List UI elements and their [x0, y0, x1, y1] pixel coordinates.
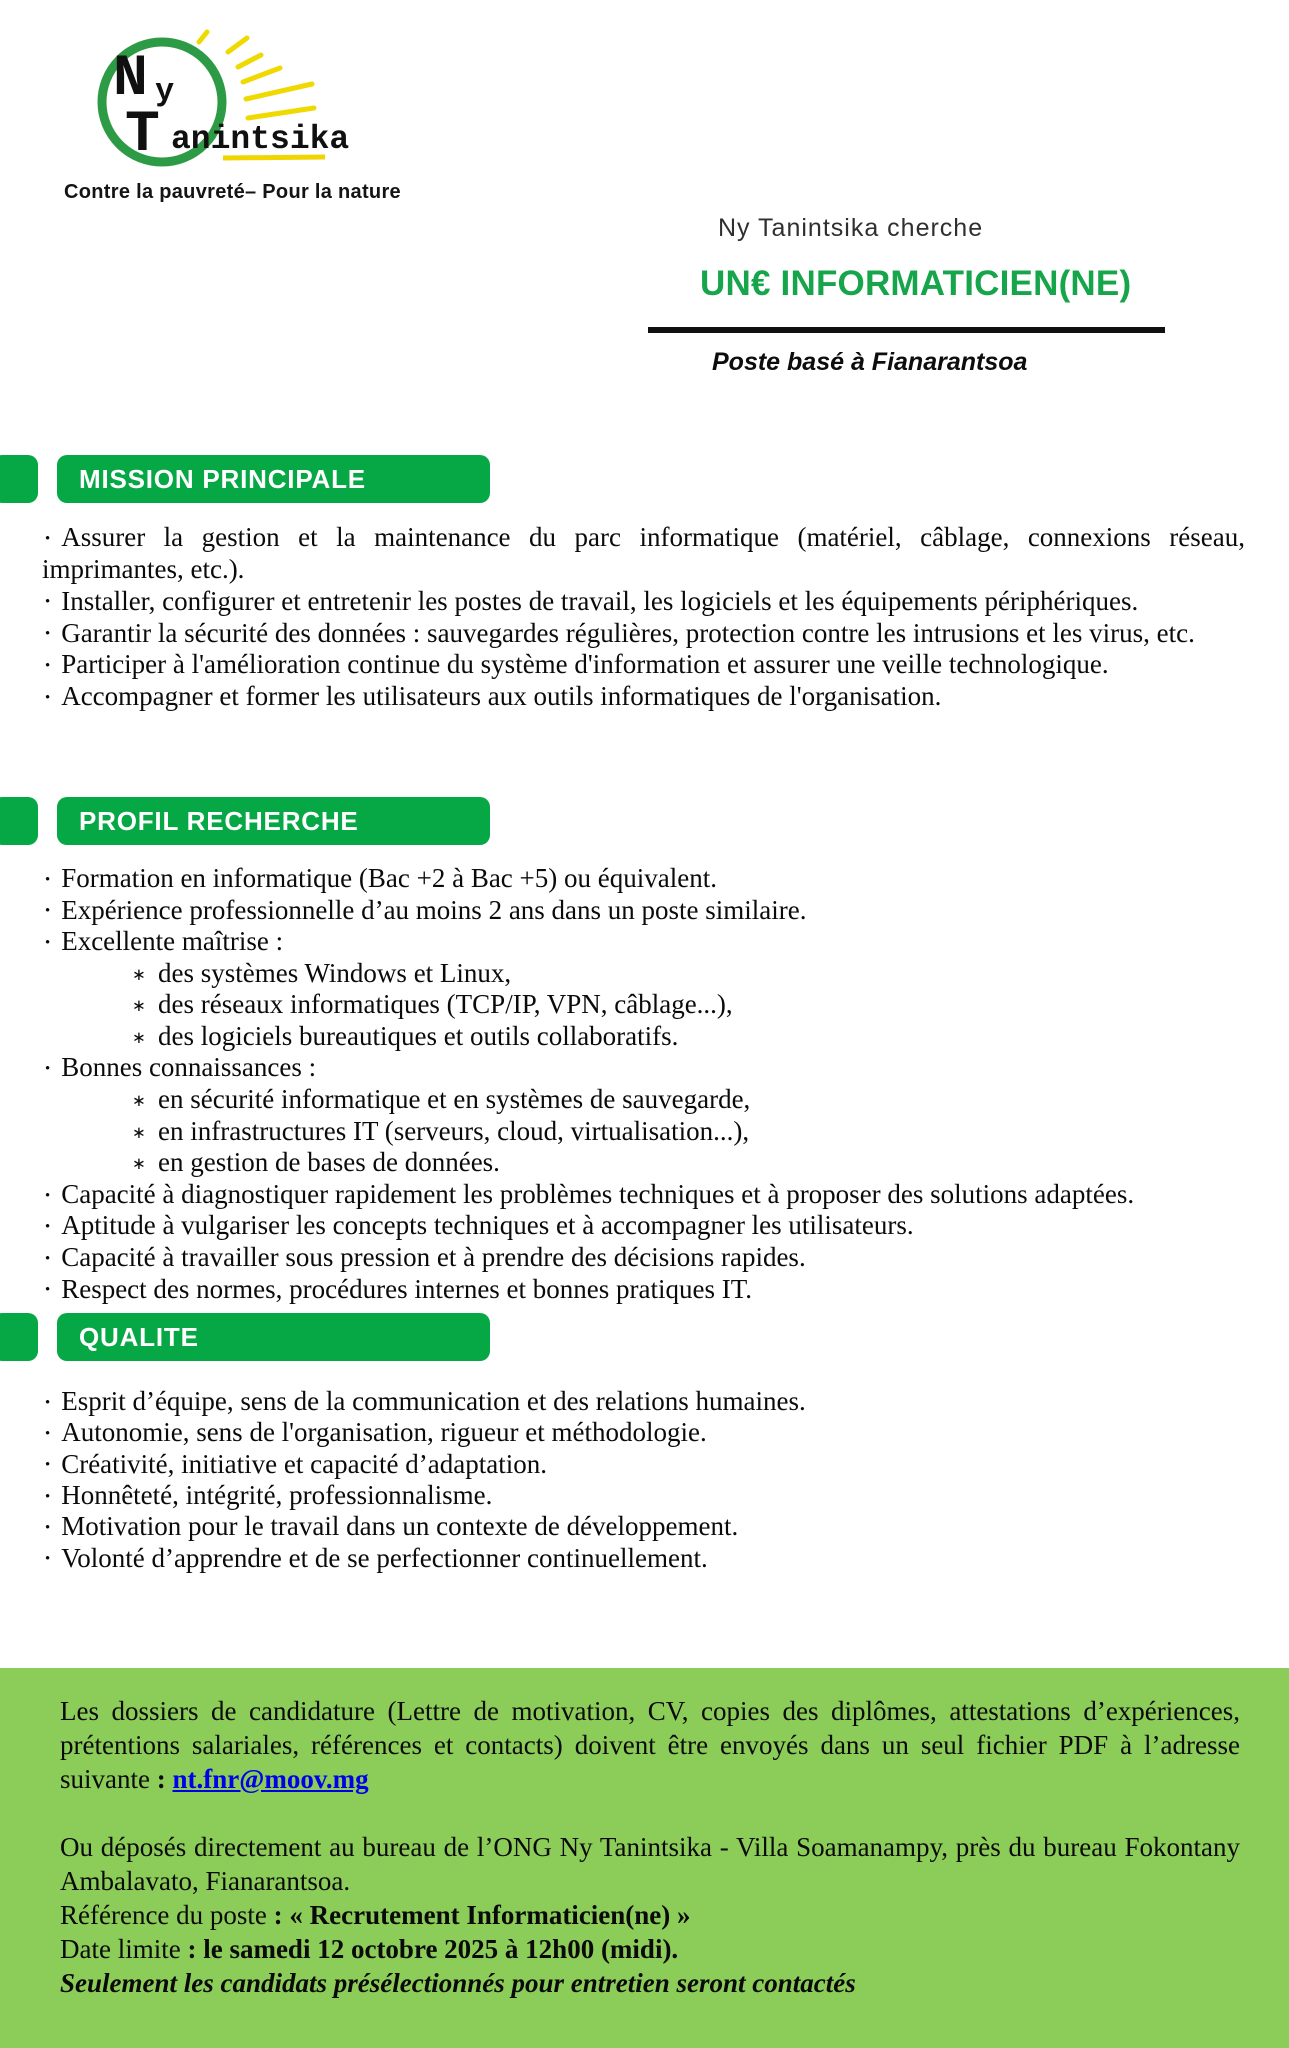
section-header-profil [0, 797, 520, 845]
application-footer [0, 1668, 1289, 2048]
section-title: PROFIL RECHERCHE [57, 797, 490, 845]
bullet-icon: • [45, 1250, 51, 1267]
deadline [60, 1932, 1240, 1966]
selection-note: Seulement les candidats présélectionnés pour entretien seront contactés [60, 1968, 856, 1999]
list-item-text: Formation en informatique (Bac +2 à Bac +5) ou équivalent. [61, 863, 717, 893]
sub-list-item [132, 1116, 1245, 1148]
logo-wordmark: anintsika [171, 121, 350, 158]
list-item [42, 1179, 1245, 1211]
section-tab [0, 455, 38, 503]
list-item [42, 1274, 1245, 1306]
list-item [42, 863, 1245, 895]
list-item-text: Bonnes connaissances : [61, 1052, 317, 1083]
bullet-icon: • [45, 1519, 51, 1536]
logo-monogram-y: y [155, 73, 175, 110]
sub-list-item [132, 958, 1245, 990]
logo-tagline: Contre la pauvreté– Pour la nature [64, 181, 401, 203]
application-instructions [60, 1694, 1240, 1796]
list-item-text: Capacité à travailler sous pression et à prendre des décisions rapides. [61, 1241, 806, 1272]
job-title: UN€ INFORMATICIEN(NE) [700, 264, 1132, 303]
org-logo-graphic [85, 28, 445, 178]
section-tab [0, 797, 38, 845]
bullet-icon: • [45, 934, 51, 951]
asterisk-bullet-icon: ∗ [132, 1091, 147, 1111]
list-item [42, 1449, 1245, 1480]
asterisk-bullet-icon: ∗ [132, 1027, 147, 1047]
list-item-text: des réseaux informatiques (TCP/IP, VPN, câblage...), [158, 989, 733, 1020]
bullet-icon: • [45, 1426, 51, 1443]
bullet-icon: • [45, 626, 51, 643]
list-item-text: Accompagner et former les utilisateurs aux outils informatiques de l'organisation. [61, 681, 942, 712]
list-item-text: Autonomie, sens de l'organisation, rigueur et méthodologie. [61, 1417, 707, 1448]
list-item-text: Garantir la sécurité des données : sauvegardes régulières, protection contre les intrusions et les virus, etc. [61, 617, 1195, 648]
list-item-text: en infrastructures IT (serveurs, cloud, virtualisation...), [158, 1115, 750, 1146]
mission-list [42, 522, 1245, 713]
list-item-text: Aptitude à vulgariser les concepts techniques et à accompagner les utilisateurs. [61, 1210, 914, 1241]
bullet-icon: • [45, 690, 51, 707]
bullet-icon: • [45, 1061, 51, 1078]
list-item [42, 1052, 1245, 1084]
list-item [42, 681, 1245, 713]
list-item-text: Honnêteté, intégrité, professionnalisme. [61, 1479, 493, 1510]
list-item [42, 1386, 1245, 1417]
list-item-text: Esprit d’équipe, sens de la communication et des relations humaines. [61, 1386, 806, 1416]
logo-monogram-t: T [125, 103, 160, 168]
email-link[interactable]: nt.fnr@moov.mg [172, 1764, 369, 1795]
list-item [42, 1511, 1245, 1542]
list-item [42, 1543, 1245, 1574]
list-item [42, 1417, 1245, 1448]
list-item-text: Installer, configurer et entretenir les postes de travail, les logiciels et les équipements périphériques. [61, 585, 1139, 616]
list-item [42, 618, 1245, 650]
list-item-text: Assurer la gestion et la maintenance du parc informatique (matériel, câblage, connexions réseau, imprimantes, etc.). [42, 522, 1245, 584]
job-location: Poste basé à Fianarantsoa [712, 348, 1028, 376]
bullet-icon: • [45, 871, 51, 888]
list-item [42, 1242, 1245, 1274]
bullet-icon: • [45, 1488, 51, 1505]
bullet-icon: • [45, 1457, 51, 1474]
colon-separator: : [266, 1900, 290, 1931]
list-item-text: Excellente maîtrise : [61, 926, 284, 957]
asterisk-bullet-icon: ∗ [132, 996, 147, 1016]
bullet-icon: • [45, 1394, 51, 1411]
bullet-icon: • [45, 1187, 51, 1204]
list-item-text: des systèmes Windows et Linux, [158, 957, 512, 988]
org-logo [85, 28, 445, 178]
section-tab [0, 1313, 38, 1361]
asterisk-bullet-icon: ∗ [132, 964, 147, 984]
list-item [42, 1210, 1245, 1242]
instructions-text: Les dossiers de candidature (Lettre de motivation, CV, copies des diplômes, attestations d’expériences, prétentions salariales, références et contacts) doivent être envoyés dans un seul fichier PDF à l’adresse suivante [60, 1696, 1240, 1795]
profil-list [42, 863, 1245, 1305]
list-item-text: Expérience professionnelle d’au moins 2 ans dans un poste similaire. [61, 894, 807, 925]
list-item-text: Motivation pour le travail dans un contexte de développement. [61, 1511, 739, 1542]
bullet-icon: • [45, 903, 51, 920]
list-item [42, 649, 1245, 681]
vacancy-intro: Ny Tanintsika cherche [718, 214, 984, 242]
section-title: QUALITE [57, 1313, 490, 1361]
sub-list-item [132, 1021, 1245, 1053]
list-item-text: Capacité à diagnostiquer rapidement les problèmes techniques et à proposer des solutions adaptées. [61, 1178, 1135, 1209]
list-item [42, 1480, 1245, 1511]
deposit-instructions: Ou déposés directement au bureau de l’ONG Ny Tanintsika - Villa Soamanampy, près du bureau Fokontany Ambalavato, Fianarantsoa. [60, 1832, 1240, 1897]
deadline-value: le samedi 12 octobre 2025 à 12h00 (midi). [203, 1934, 679, 1965]
list-item-text: Participer à l'amélioration continue du système d'information et assurer une veille technologique. [61, 649, 1109, 680]
section-header-mission [0, 455, 520, 503]
section-header-qualite [0, 1313, 520, 1361]
list-item-text: Respect des normes, procédures internes et bonnes pratiques IT. [61, 1273, 752, 1304]
sub-list-item [132, 1147, 1245, 1179]
list-item [42, 895, 1245, 927]
bullet-icon: • [45, 1551, 51, 1568]
list-item [42, 926, 1245, 958]
colon-separator: : [149, 1764, 173, 1795]
colon-separator: : [180, 1934, 204, 1965]
asterisk-bullet-icon: ∗ [132, 1122, 147, 1142]
qualite-list [42, 1386, 1245, 1574]
list-item [42, 586, 1245, 618]
bullet-icon: • [45, 1219, 51, 1236]
title-underline [648, 327, 1165, 333]
list-item-text: en gestion de bases de données. [158, 1147, 500, 1178]
list-item-text: Volonté d’apprendre et de se perfectionner continuellement. [61, 1542, 708, 1573]
reference-value: « Recrutement Informaticien(ne) » [289, 1900, 691, 1931]
bullet-icon: • [45, 594, 51, 611]
bullet-icon: • [45, 530, 51, 547]
bullet-icon: • [45, 658, 51, 675]
asterisk-bullet-icon: ∗ [132, 1154, 147, 1174]
logo-monogram-n: N [113, 47, 148, 112]
section-title: MISSION PRINCIPALE [57, 455, 490, 503]
list-item-text: Créativité, initiative et capacité d’adaptation. [61, 1448, 547, 1479]
deadline-label: Date limite [60, 1934, 181, 1965]
reference-label: Référence du poste [60, 1900, 267, 1931]
list-item-text: des logiciels bureautiques et outils collaboratifs. [158, 1020, 679, 1051]
job-reference [60, 1898, 1240, 1932]
sub-list-item [132, 989, 1245, 1021]
list-item-text: en sécurité informatique et en systèmes de sauvegarde, [158, 1084, 751, 1115]
bullet-icon: • [45, 1282, 51, 1299]
list-item [42, 522, 1245, 586]
sub-list-item [132, 1084, 1245, 1116]
